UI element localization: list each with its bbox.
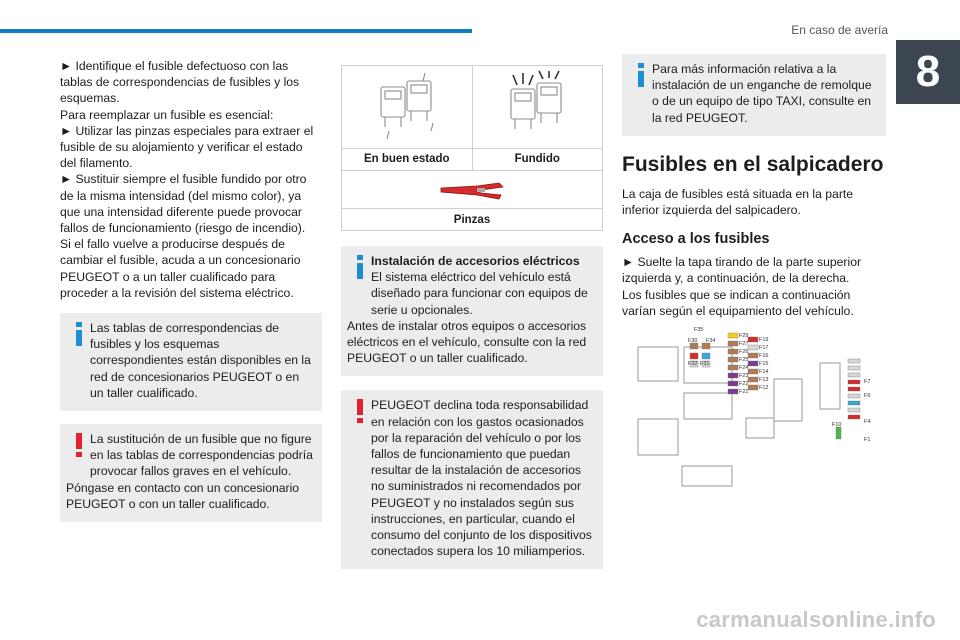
- fuse-slot: [728, 381, 738, 386]
- fuse-slot: [728, 341, 738, 346]
- fuse-slot: [690, 353, 698, 359]
- warning-icon: [68, 433, 90, 457]
- paragraph: La caja de fusibles está situada en la parte inferior izquierda del salpicadero.: [622, 186, 854, 218]
- fuse-slot: [728, 389, 738, 394]
- fuse-good-icon: [367, 71, 447, 143]
- fuse-label: F1: [864, 437, 871, 444]
- tweezers-image: [342, 170, 602, 208]
- fuse-slot: [848, 415, 860, 419]
- fuse-label: F27: [739, 341, 749, 348]
- column-middle: [341, 58, 603, 569]
- fuse-slot: [748, 353, 758, 358]
- fuse-slot: [848, 380, 860, 384]
- paragraph: Los fusibles que se indican a continuación varían según el equipamiento del vehículo.: [622, 287, 854, 318]
- fuse-label: F14: [759, 369, 769, 376]
- page-header-title: En caso de avería: [791, 23, 888, 37]
- warning-note-text: La sustitución de un fusible que no figure en las tablas de correspondencias podría provocar fallos graves en el vehículo.: [90, 432, 313, 479]
- warning-icon: [349, 399, 371, 423]
- fuse-slot: [748, 369, 758, 374]
- column-left: [60, 58, 322, 522]
- info-icon: [630, 63, 652, 87]
- fuse-blown-image: [473, 66, 603, 148]
- fuse-slot: [748, 345, 758, 350]
- column-right: [622, 54, 886, 505]
- fuse-label: F13: [759, 377, 769, 384]
- accessories-note-title: Instalación de accesorios eléctricos: [371, 254, 580, 268]
- fuse-slot: [748, 377, 758, 382]
- fuse-slot: [848, 394, 860, 398]
- warning-note: [341, 390, 603, 569]
- fuse-slot: [728, 373, 738, 378]
- fuse-label: F4: [864, 419, 871, 426]
- fuse-label: F34: [706, 338, 716, 345]
- towbar-note-text: Para más información relativa a la instalación de un enganche de remolque o de un equipo de tipo TAXI, consulte en la red PEUGEOT.: [652, 62, 872, 125]
- info-note: [341, 246, 603, 376]
- paragraph: ► Utilizar las pinzas especiales para extraer el fusible de su alojamiento y verificar el estado del filamento.: [60, 123, 314, 171]
- fuse-label: F10: [832, 422, 842, 429]
- fuse-slot: [748, 385, 758, 390]
- info-icon: [68, 322, 90, 346]
- fuse-box-diagram: [636, 327, 886, 501]
- fuse-slot: [728, 349, 738, 354]
- fuse-label: F29: [739, 333, 749, 340]
- fuse-slot: [702, 353, 710, 359]
- fuse-label: F21: [739, 389, 749, 396]
- accessories-note-text: El sistema eléctrico del vehículo está diseñado para funcionar con equipos de serie u opcionales.: [371, 270, 588, 317]
- fuse-slot: [748, 337, 758, 342]
- fuse-label: F25: [739, 357, 749, 364]
- warning-note-text: Póngase en contacto con un concesionario PEUGEOT o con un taller cualificado.: [66, 480, 300, 511]
- fuse-slot: [728, 365, 738, 370]
- fuse-label: F31: [700, 361, 710, 368]
- fuse-label: F7: [864, 379, 871, 386]
- fuse-good-image: [342, 66, 473, 148]
- fuse-slot: [848, 387, 860, 391]
- fuse-slot: [748, 361, 758, 366]
- fuse-label: F6: [864, 393, 871, 400]
- fuse-label: F24: [739, 365, 749, 372]
- fuse-label: F12: [759, 385, 769, 392]
- fuse-label: F30: [688, 338, 698, 345]
- fuse-blown-icon: [497, 71, 577, 143]
- fuse-slot: [728, 333, 738, 338]
- liability-note-text: PEUGEOT declina toda responsabilidad en relación con los gastos ocasionados por la reparación del vehículo o por los fallos de funcionamiento que puedan resultar de la instalación de accesorios no suministrados ni recomendados por PEUGEOT y no instalados según sus instrucciones, en particular, cuando el consumo del conjunto de los dispositivos conectados supera los 10 miliamperios.: [371, 398, 592, 559]
- fuse-slot: [848, 366, 860, 370]
- section-title: Fusibles en el salpicadero: [622, 152, 884, 176]
- fuse-label: F22: [739, 381, 749, 388]
- paragraph: Para reemplazar un fusible es esencial:: [60, 107, 274, 122]
- tweezers-icon: [437, 179, 507, 201]
- tweezers-label: Pinzas: [342, 208, 602, 230]
- info-note-text: Las tablas de correspondencias de fusibles y los esquemas correspondientes están disponibles en la red de concesionarios PEUGEOT o en un taller cualificado.: [90, 321, 311, 400]
- fuse-label: F19: [759, 337, 769, 344]
- info-icon: [349, 255, 371, 279]
- fuse-label: F16: [759, 353, 769, 360]
- paragraph: ► Identifique el fusible defectuoso con las tablas de correspondencias de fusibles y los esquemas.: [60, 59, 300, 106]
- watermark: carmanualsonline.info: [696, 607, 936, 632]
- fuse-label: F32: [688, 361, 698, 368]
- fuse-blown-label: Fundido: [514, 153, 560, 165]
- warning-note: [60, 424, 322, 522]
- info-note: [60, 313, 322, 411]
- header-accent-bar: [0, 29, 472, 33]
- paragraph: ► Sustituir siempre el fusible fundido por otro de la misma intensidad (del mismo color), ya que una intensidad diferente puede provocar fallos de funcionamiento (riesgo de incendio).: [60, 172, 307, 236]
- fuse-slot: [836, 427, 841, 439]
- fuse-label: F15: [759, 361, 769, 368]
- subsection-title: Acceso a los fusibles: [622, 231, 770, 248]
- fuse-slot: [728, 357, 738, 362]
- fuse-state-table: [341, 65, 603, 231]
- fuse-label: F17: [759, 345, 769, 352]
- fuse-slot: [848, 359, 860, 363]
- chapter-number-badge: 8: [896, 40, 960, 104]
- paragraph: ► Suelte la tapa tirando de la parte superior izquierda y, a continuación, de la derecha.: [622, 255, 862, 286]
- fuse-slot: [848, 401, 860, 405]
- fuse-good-label: En buen estado: [342, 149, 473, 170]
- info-note: [622, 54, 886, 136]
- fuse-slot: [848, 408, 860, 412]
- accessories-note-text: Antes de instalar otros equipos o accesorios eléctricos en el vehículo, consulte con la red PEUGEOT o un taller cualificado.: [347, 318, 587, 366]
- fuse-label: F35: [694, 327, 704, 334]
- paragraph: Si el fallo vuelve a producirse después de cambiar el fusible, acuda a un concesionario PEUGEOT o a un taller cualificado para proceder a la revisión del sistema eléctrico.: [60, 237, 301, 300]
- fuse-slot: [848, 373, 860, 377]
- fuse-label: F23: [739, 373, 749, 380]
- fuse-label: F26: [739, 349, 749, 356]
